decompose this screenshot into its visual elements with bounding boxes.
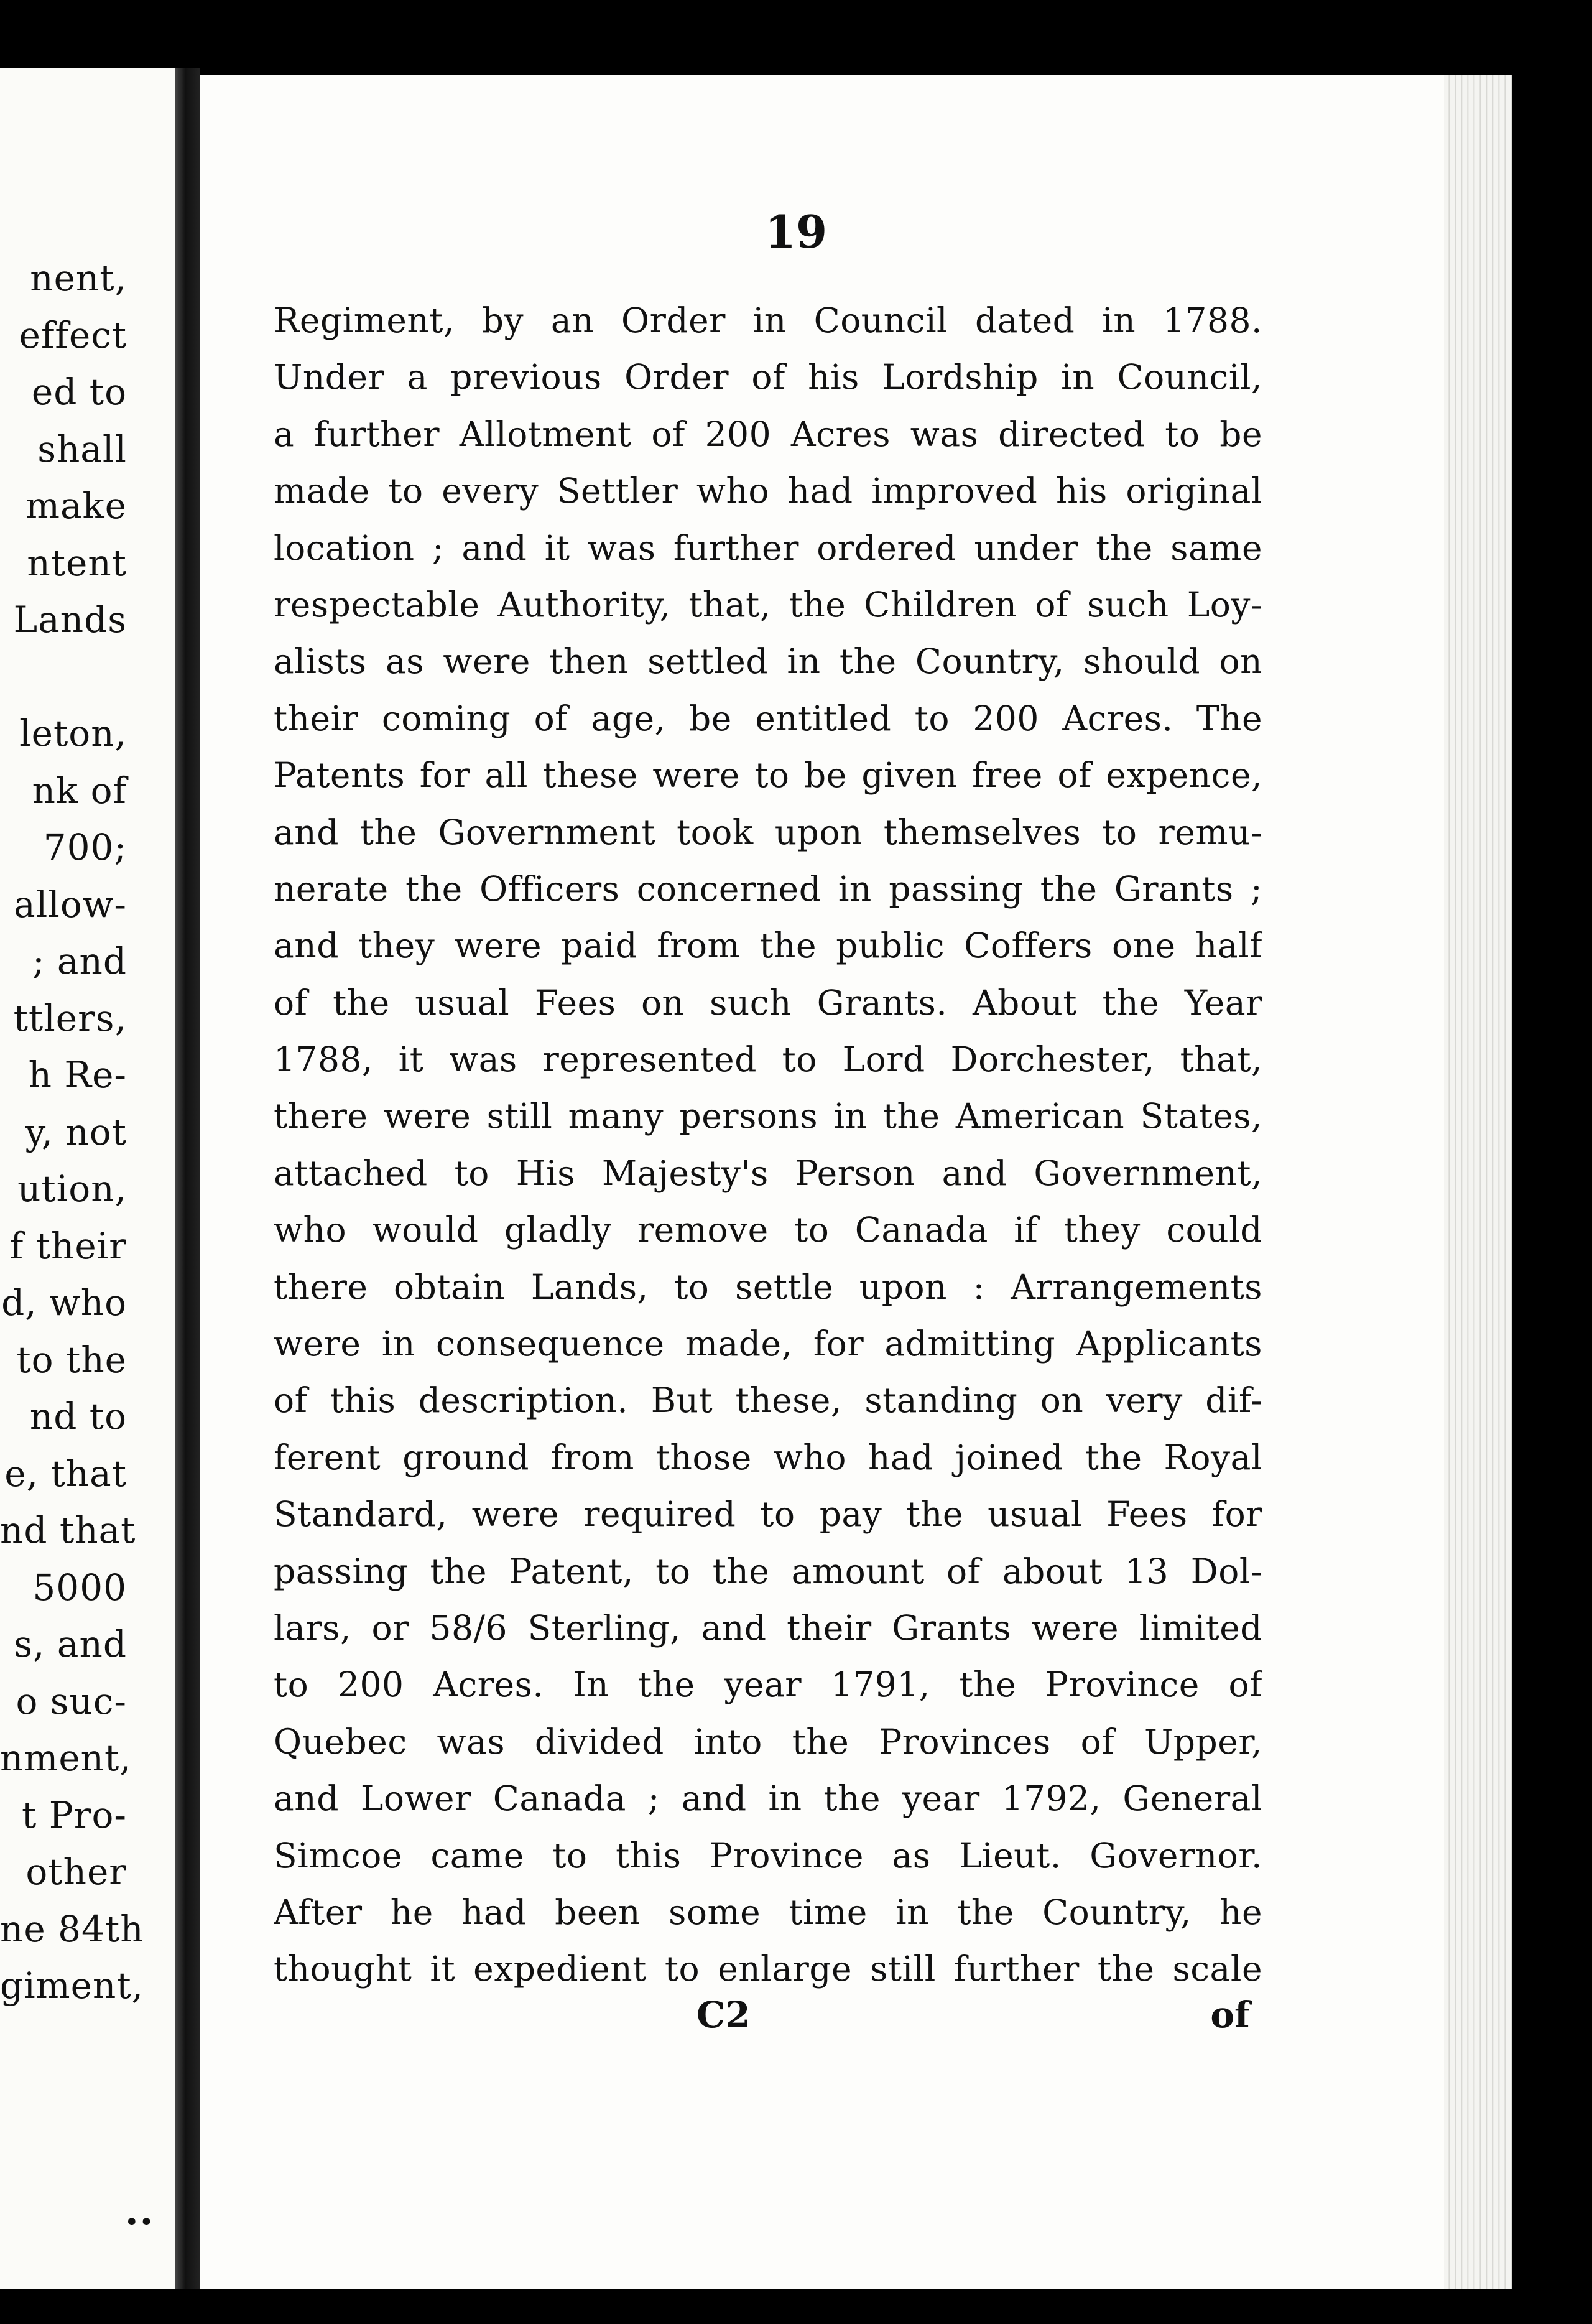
left-page-line: shall [37, 427, 127, 470]
left-page-line: y, not [25, 1110, 127, 1153]
text-line: of this description. But these, standing on very dif- [274, 1380, 1262, 1421]
left-page-line [0, 649, 175, 706]
page-body-text [274, 292, 1262, 1998]
text-line: Simcoe came to this Province as Lieut. Governor. [274, 1835, 1262, 1875]
text-line: nerate the Officers concerned in passing the Grants ; [274, 868, 1262, 909]
left-page-line: to the [16, 1338, 127, 1381]
text-line: and Lower Canada ; and in the year 1792, General [274, 1778, 1262, 1819]
scan-border [1512, 62, 1592, 2302]
text-line: After he had been some time in the Country, he [274, 1892, 1262, 1932]
left-page-line: d, who [1, 1281, 127, 1324]
left-page-line: leton, [19, 712, 127, 755]
left-page-line: nd to [29, 1395, 127, 1438]
text-line: their coming of age, be entitled to 200 Acres. The [274, 698, 1262, 738]
text-line: Regiment, by an Order in Council dated in 1788. [274, 300, 1262, 340]
book-gutter [175, 68, 200, 2289]
left-page-line: ution, [17, 1168, 127, 1210]
left-page-line: ed to [31, 371, 127, 413]
left-page-line: make [25, 485, 127, 527]
text-line: and they were paid from the public Coffers one half [274, 926, 1262, 966]
left-page-line: h Re- [28, 1054, 127, 1096]
left-page [0, 68, 175, 2289]
text-line: Under a previous Order of his Lordship in Council, [274, 357, 1262, 397]
text-line: there obtain Lands, to settle upon : Arrangements [274, 1267, 1262, 1307]
left-page-line: ntent [27, 541, 127, 584]
left-page-line: o suc- [16, 1680, 127, 1722]
left-page-line: f their [9, 1224, 127, 1267]
left-page-line: s, and [14, 1623, 127, 1665]
text-line: 1788, it was represented to Lord Dorchester, that, [274, 1039, 1262, 1080]
left-page-line: t Pro- [21, 1793, 127, 1836]
text-line: location ; and it was further ordered under the same [274, 528, 1262, 568]
text-line: attached to His Majesty's Person and Government, [274, 1153, 1262, 1193]
text-line: there were still many persons in the American States, [274, 1096, 1262, 1136]
text-line: of the usual Fees on such Grants. About the Year [274, 982, 1262, 1023]
page-edges [1444, 75, 1512, 2289]
left-page-line: allow- [14, 883, 127, 926]
text-line: who would gladly remove to Canada if they could [274, 1210, 1262, 1250]
left-page-line: 5000 [32, 1566, 127, 1609]
left-page-line: ttlers, [13, 997, 127, 1039]
left-page-line: ne 84th [0, 1907, 144, 1950]
text-line: respectable Authority, that, the Children of such Loy- [274, 584, 1262, 625]
text-line: a further Allotment of 200 Acres was directed to be [274, 414, 1262, 454]
page-number: 19 [764, 205, 828, 258]
catchword: of [1210, 1994, 1250, 2036]
text-line: passing the Patent, to the amount of about 13 Dol- [274, 1551, 1262, 1591]
text-line: to 200 Acres. In the year 1791, the Province of [274, 1665, 1262, 1705]
page-footer [696, 1994, 1256, 2050]
text-line: and the Government took upon themselves to remu- [274, 812, 1262, 852]
left-page-line: nd that [0, 1509, 136, 1551]
left-page-line: nent, [30, 257, 127, 299]
left-page-line: nk of [32, 769, 127, 812]
signature-mark: C2 [696, 1994, 751, 2036]
text-line: thought it expedient to enlarge still further the scale [274, 1949, 1262, 1989]
left-page-line: Lands [13, 598, 127, 641]
text-line: Quebec was divided into the Provinces of Upper, [274, 1721, 1262, 1762]
text-line: alists as were then settled in the Country, should on [274, 641, 1262, 682]
text-line: were in consequence made, for admitting Applicants [274, 1324, 1262, 1364]
text-line: Standard, were required to pay the usual Fees for [274, 1494, 1262, 1535]
left-page-line: nment, [0, 1737, 132, 1779]
text-line: Patents for all these were to be given free of expence, [274, 755, 1262, 796]
left-page-line: effect [19, 314, 127, 356]
left-page-line: other [25, 1851, 127, 1893]
left-page-text [0, 250, 175, 2015]
left-page-line: ; and [32, 940, 127, 982]
left-page-footer-mark: •• [124, 2208, 154, 2237]
text-line: lars, or 58/6 Sterling, and their Grants were limited [274, 1607, 1262, 1648]
left-page-line: giment, [0, 1964, 144, 2007]
text-line: ferent ground from those who had joined the Royal [274, 1437, 1262, 1477]
left-page-line: 700; [43, 826, 127, 868]
text-line: made to every Settler who had improved his original [274, 471, 1262, 511]
left-page-line: e, that [4, 1452, 127, 1495]
